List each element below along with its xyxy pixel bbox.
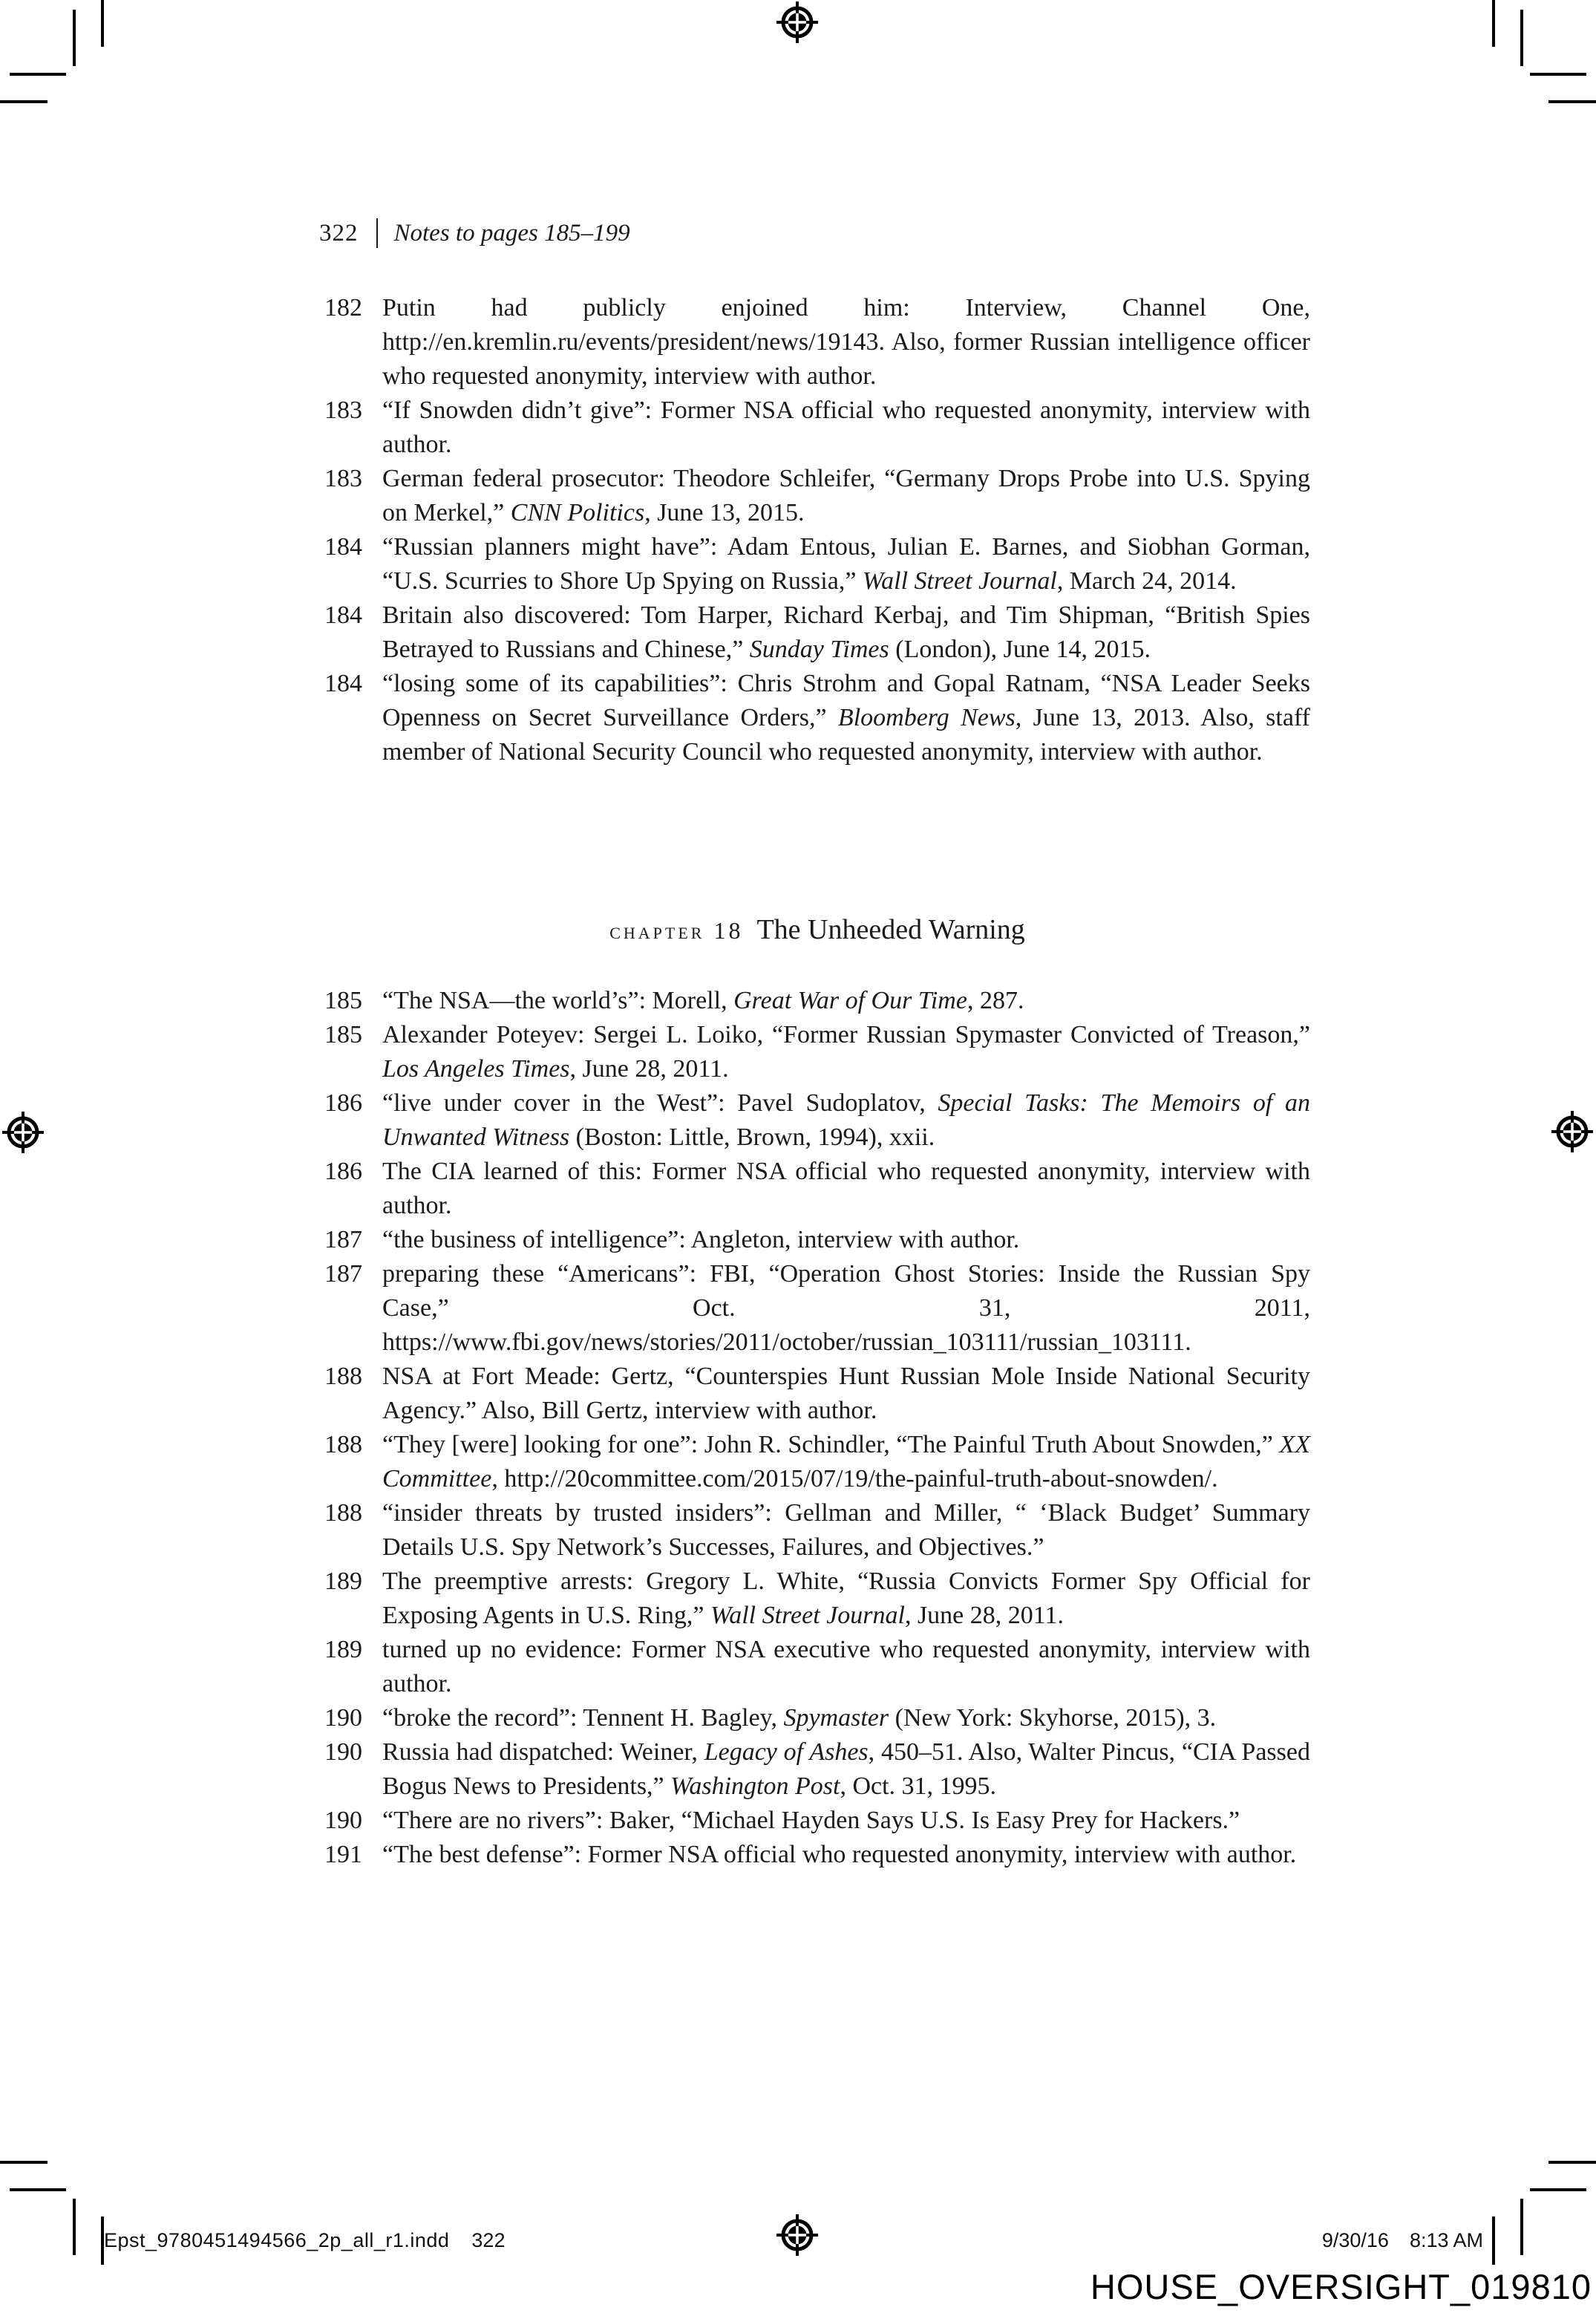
endnote-item bbox=[324, 1565, 1310, 1633]
endnote-text: “The NSA—the world’s”: Morell, Great War of Our Time, 287. bbox=[382, 987, 1024, 1014]
crop-mark bbox=[1492, 0, 1495, 47]
endnote-page-ref: 189 bbox=[324, 1636, 362, 1663]
endnote-item bbox=[324, 1804, 1310, 1838]
crop-mark bbox=[0, 2161, 48, 2164]
endnote-page-ref: 184 bbox=[324, 601, 362, 629]
endnote-page-ref: 190 bbox=[324, 1704, 362, 1732]
crop-mark bbox=[1520, 10, 1523, 66]
endnote-page-ref: 185 bbox=[324, 987, 362, 1014]
endnote-text: Britain also discovered: Tom Harper, Richard Kerbaj, and Tim Shipman, “British Spies Betrayed to Russians and Chinese,” Sunday Times (London), June 14, 2015. bbox=[382, 601, 1310, 663]
endnote-page-ref: 186 bbox=[324, 1089, 362, 1117]
endnote-item bbox=[324, 1701, 1310, 1735]
endnote-text: “live under cover in the West”: Pavel Sudoplatov, Special Tasks: The Memoirs of an Unwanted Witness (Boston: Little, Brown, 1994), xxii. bbox=[382, 1089, 1310, 1151]
endnote-text: “The best defense”: Former NSA official who requested anonymity, interview with author. bbox=[382, 1841, 1297, 1868]
endnote-item bbox=[324, 1086, 1310, 1155]
endnote-item bbox=[324, 291, 1310, 394]
endnote-page-ref: 184 bbox=[324, 533, 362, 561]
endnote-item bbox=[324, 530, 1310, 598]
crop-mark bbox=[1530, 73, 1586, 76]
endnote-page-ref: 191 bbox=[324, 1841, 362, 1868]
chapter-label: chapter 18 bbox=[609, 917, 744, 944]
endnote-item bbox=[324, 1838, 1310, 1872]
endnote-text: “If Snowden didn’t give”: Former NSA official who requested anonymity, interview with author. bbox=[382, 397, 1310, 458]
running-head-title: Notes to pages 185–199 bbox=[393, 220, 630, 247]
endnote-item bbox=[324, 1428, 1310, 1496]
slug-date: 9/30/16 bbox=[1321, 2229, 1389, 2251]
endnote-page-ref: 190 bbox=[324, 1738, 362, 1766]
endnote-text: “losing some of its capabilities”: Chris Strohm and Gopal Ratnam, “NSA Leader Seeks Openness on Secret Surveillance Orders,” Bloomberg News, June 13, 2013. Also, staff member of National Security Council who requested anonymity, interview with author. bbox=[382, 670, 1310, 766]
registration-mark-icon bbox=[1, 1110, 45, 1155]
endnote-text: “the business of intelligence”: Angleton, interview with author. bbox=[382, 1226, 1020, 1253]
endnote-page-ref: 187 bbox=[324, 1260, 362, 1288]
endnote-item bbox=[324, 1223, 1310, 1257]
endnote-page-ref: 183 bbox=[324, 465, 362, 492]
running-head bbox=[319, 218, 630, 248]
slug-left bbox=[104, 2229, 505, 2252]
endnote-page-ref: 188 bbox=[324, 1363, 362, 1390]
endnote-text: Russia had dispatched: Weiner, Legacy of Ashes, 450–51. Also, Walter Pincus, “CIA Passed Bogus News to Presidents,” Washington Post, Oct. 31, 1995. bbox=[382, 1738, 1310, 1800]
notes-list bbox=[324, 984, 1310, 1872]
endnote-page-ref: 186 bbox=[324, 1158, 362, 1185]
endnote-text: The preemptive arrests: Gregory L. White, “Russia Convicts Former Spy Official for Exposing Agents in U.S. Ring,” Wall Street Journal, June 28, 2011. bbox=[382, 1568, 1310, 1629]
crop-mark bbox=[0, 100, 48, 103]
crop-mark bbox=[73, 2199, 76, 2255]
header-divider bbox=[376, 218, 378, 248]
endnote-item bbox=[324, 1360, 1310, 1428]
registration-mark-icon bbox=[775, 0, 820, 45]
crop-mark bbox=[10, 2188, 66, 2191]
endnote-page-ref: 188 bbox=[324, 1431, 362, 1458]
endnote-page-ref: 188 bbox=[324, 1499, 362, 1527]
endnote-page-ref: 182 bbox=[324, 294, 362, 322]
endnote-page-ref: 190 bbox=[324, 1807, 362, 1834]
endnote-text: NSA at Fort Meade: Gertz, “Counterspies Hunt Russian Mole Inside National Security Agency.” Also, Bill Gertz, interview with author. bbox=[382, 1363, 1310, 1424]
notes-list bbox=[324, 291, 1310, 769]
chapter-title: The Unheeded Warning bbox=[756, 914, 1025, 945]
slug-time: 8:13 AM bbox=[1409, 2229, 1483, 2251]
endnote-item bbox=[324, 984, 1310, 1018]
endnote-text: “insider threats by trusted insiders”: Gellman and Miller, “ ‘Black Budget’ Summary Details U.S. Spy Network’s Successes, Failures, and Objectives.” bbox=[382, 1499, 1310, 1561]
registration-mark-icon bbox=[1550, 1109, 1595, 1154]
bates-stamp: HOUSE_OVERSIGHT_019810 bbox=[1090, 2267, 1592, 2306]
production-slug bbox=[104, 2229, 1483, 2252]
endnote-item bbox=[324, 1496, 1310, 1565]
crop-mark bbox=[1530, 2188, 1586, 2191]
crop-mark bbox=[1548, 100, 1596, 103]
endnote-text: Putin had publicly enjoined him: Interview, Channel One, http://en.kremlin.ru/events/president/news/19143. Also, former Russian intelligence officer who requested anonymity, interview with author. bbox=[382, 294, 1310, 390]
endnote-item bbox=[324, 394, 1310, 462]
crop-mark bbox=[101, 0, 104, 47]
endnote-item bbox=[324, 1257, 1310, 1360]
endnote-text: preparing these “Americans”: FBI, “Operation Ghost Stories: Inside the Russian Spy Case,” Oct. 31, 2011, https://www.fbi.gov/news/stories/2011/october/russian_103111/russian_103111. bbox=[382, 1260, 1310, 1356]
page-number: 322 bbox=[319, 220, 359, 247]
endnote-text: “broke the record”: Tennent H. Bagley, Spymaster (New York: Skyhorse, 2015), 3. bbox=[382, 1704, 1217, 1732]
endnote-text: “There are no rivers”: Baker, “Michael Hayden Says U.S. Is Easy Prey for Hackers.” bbox=[382, 1807, 1240, 1834]
slug-page-number: 322 bbox=[471, 2229, 506, 2251]
endnote-page-ref: 187 bbox=[324, 1226, 362, 1253]
endnote-page-ref: 189 bbox=[324, 1568, 362, 1595]
endnote-page-ref: 184 bbox=[324, 670, 362, 697]
endnote-item bbox=[324, 1735, 1310, 1804]
endnote-item bbox=[324, 1633, 1310, 1701]
endnote-text: Alexander Poteyev: Sergei L. Loiko, “Former Russian Spymaster Convicted of Treason,” Los Angeles Times, June 28, 2011. bbox=[382, 1021, 1310, 1083]
endnote-item bbox=[324, 667, 1310, 769]
endnote-item bbox=[324, 1018, 1310, 1086]
crop-mark bbox=[73, 10, 76, 66]
endnote-text: German federal prosecutor: Theodore Schleifer, “Germany Drops Probe into U.S. Spying on Merkel,” CNN Politics, June 13, 2015. bbox=[382, 465, 1310, 526]
crop-mark bbox=[1548, 2161, 1596, 2164]
endnote-text: “They [were] looking for one”: John R. Schindler, “The Painful Truth About Snowden,” XX Committee, http://20committee.com/2015/07/19/the-painful-truth-about-snowden/. bbox=[382, 1431, 1310, 1493]
endnote-text: “Russian planners might have”: Adam Entous, Julian E. Barnes, and Siobhan Gorman, “U.S. Scurries to Shore Up Spying on Russia,” Wall Street Journal, March 24, 2014. bbox=[382, 533, 1310, 595]
endnote-item bbox=[324, 462, 1310, 530]
endnote-text: turned up no evidence: Former NSA executive who requested anonymity, interview with author. bbox=[382, 1636, 1310, 1697]
endnote-page-ref: 183 bbox=[324, 397, 362, 424]
crop-mark bbox=[1492, 2216, 1495, 2265]
endnote-item bbox=[324, 1155, 1310, 1223]
crop-mark bbox=[10, 73, 66, 76]
endnote-page-ref: 185 bbox=[324, 1021, 362, 1048]
endnote-item bbox=[324, 598, 1310, 667]
crop-mark bbox=[1520, 2199, 1523, 2255]
chapter-heading bbox=[324, 913, 1310, 946]
endnote-text: The CIA learned of this: Former NSA official who requested anonymity, interview with author. bbox=[382, 1158, 1310, 1219]
indesign-file-name: Epst_9780451494566_2p_all_r1.indd bbox=[104, 2229, 450, 2251]
slug-right bbox=[1322, 2229, 1483, 2252]
